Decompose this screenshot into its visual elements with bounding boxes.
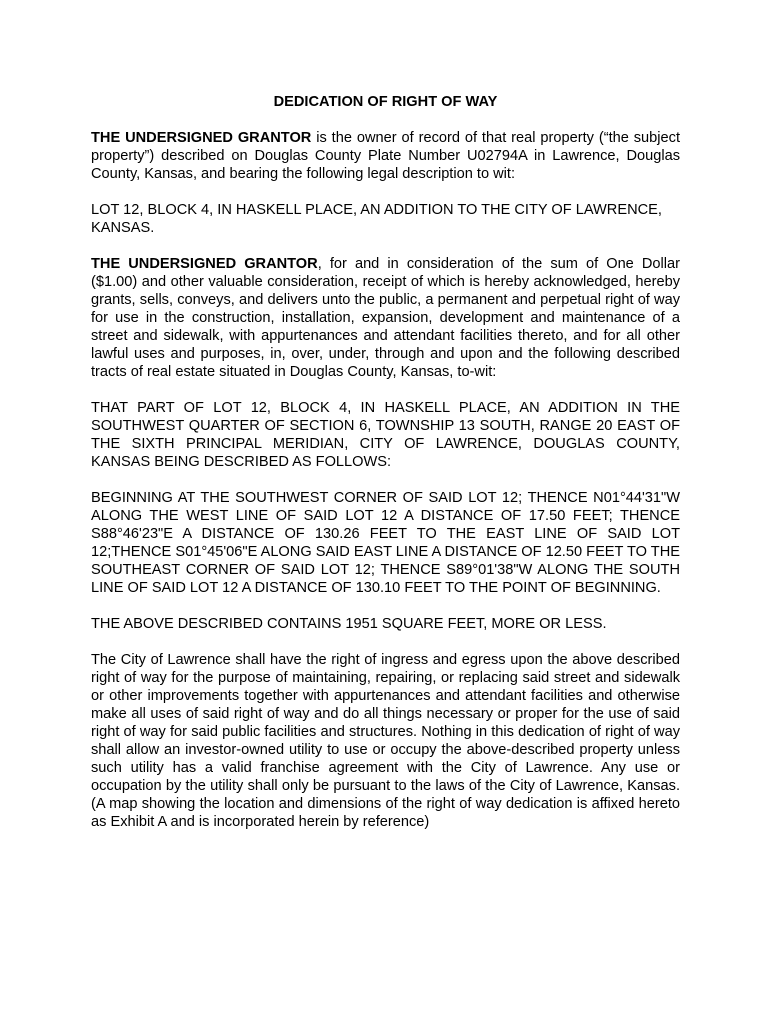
metes-and-bounds-paragraph: BEGINNING AT THE SOUTHWEST CORNER OF SAID LOT 12; THENCE N01°44'31"W ALONG THE WEST LINE OF SAID LOT 12 A DISTANCE OF 17.50 FEET; THENCE S88°46'23"E A DISTANCE OF 130.26 FEET TO THE EAST LINE OF SAID LOT 12;THENCE S01°45'06"E ALONG SAID EAST LINE A DISTANCE OF 12.50 FEET TO THE SOUTHEAST CORNER OF SAID LOT 12; THENCE S89°01'38"W ALONG THE SOUTH LINE OF SAID LOT 12 A DISTANCE OF 130.10 FEET TO THE POINT OF BEGINNING. — [91, 490, 680, 596]
city-rights-paragraph: The City of Lawrence shall have the right of ingress and egress upon the above described right of way for the purpose of maintaining, repairing, or replacing said street and sidewalk or other improvements together with appurtenances and attendant facilities and otherwise make all uses of said right of way and do all things necessary or proper for the use of said right of way for said public facilities and structures. Nothing in this dedication of right of way shall allow an investor-owned utility to use or occupy the above-described property unless such utility has a valid franchise agreement with the City of Lawrence. Any use or occupation by the utility shall only be pursuant to the laws of the City of Lawrence, Kansas. (A map showing the location and dimensions of the right of way dedication is affixed hereto as Exhibit A and is incorporated herein by reference) — [91, 652, 680, 830]
grant-paragraph — [91, 255, 680, 381]
tract-description-paragraph: THAT PART OF LOT 12, BLOCK 4, IN HASKELL PLACE, AN ADDITION IN THE SOUTHWEST QUARTER OF SECTION 6, TOWNSHIP 13 SOUTH, RANGE 20 EAST OF THE SIXTH PRINCIPAL MERIDIAN, CITY OF LAWRENCE, DOUGLAS COUNTY, KANSAS BEING DESCRIBED AS FOLLOWS: — [91, 400, 680, 470]
grantor-lead-2: THE UNDERSIGNED GRANTOR — [91, 256, 318, 272]
area-paragraph: THE ABOVE DESCRIBED CONTAINS 1951 SQUARE FEET, MORE OR LESS. — [91, 616, 607, 632]
document-page — [91, 93, 680, 849]
grantor-lead: THE UNDERSIGNED GRANTOR — [91, 130, 312, 146]
legal-description-paragraph: LOT 12, BLOCK 4, IN HASKELL PLACE, AN ADDITION TO THE CITY OF LAWRENCE, KANSAS. — [91, 202, 662, 236]
grant-text: , for and in consideration of the sum of One Dollar ($1.00) and other valuable consideration, receipt of which is hereby acknowledged, hereby grants, sells, conveys, and delivers unto the public, a permanent and perpetual right of way for use in the construction, installation, expansion, development and maintenance of a street and sidewalk, with appurtenances and attendant facilities thereto, and for all other lawful uses and purposes, in, over, under, through and upon and the following described tracts of real estate situated in Douglas County, Kansas, to-wit: — [91, 256, 680, 380]
document-title: DEDICATION OF RIGHT OF WAY — [273, 94, 498, 110]
ownership-text: is the owner of record of that real property (“the subject property”) described on Douglas County Plate Number U02794A in Lawrence, Douglas County, Kansas, and bearing the following legal description to wit: — [91, 130, 680, 182]
grantor-ownership-paragraph — [91, 129, 680, 183]
